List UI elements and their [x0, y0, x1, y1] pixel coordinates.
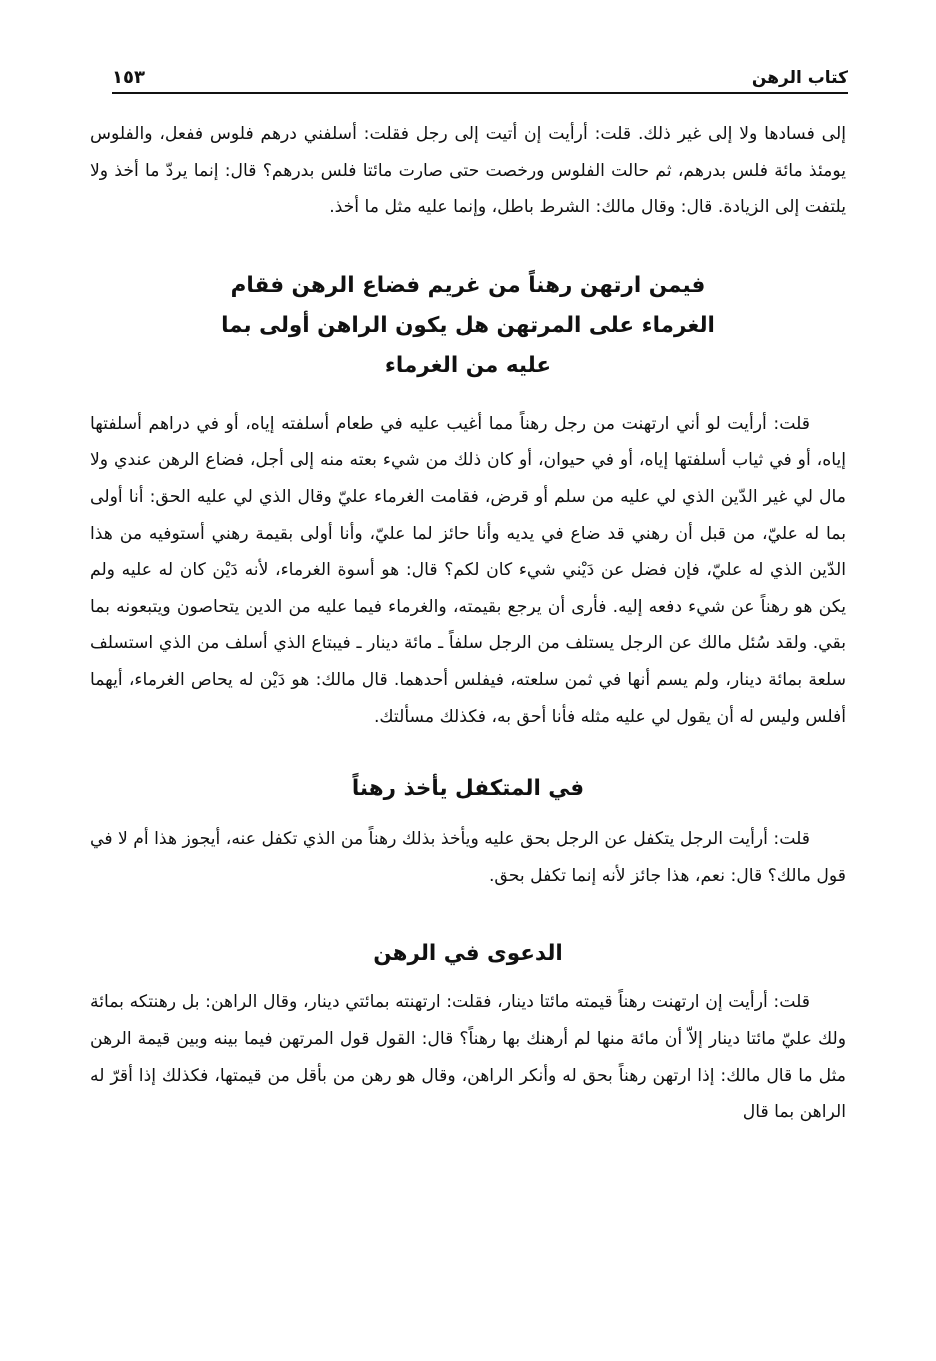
- page-body: [90, 116, 846, 1131]
- heading-line: فيمن ارتهن رهناً من غريم فضاع الرهن فقام: [230, 272, 706, 298]
- section-heading-pledge-claim: الدعوى في الرهن: [373, 941, 563, 967]
- intro-paragraph: إلى فسادها ولا إلى غير ذلك. قلت: أرأيت إن أتيت إلى رجل فقلت: أسلفني درهم فلوس ففعل، والفلوس يومئذ مائة فلس بدرهم، ثم حالت الفلوس ورخصت حتى صارت مائتا فلس بدرهم؟ قال: إنما يردّ ما أخذ ولا يلتفت إلى الزيادة. قال: وقال مالك: الشرط باطل، وإنما عليه مثل ما أخذ.: [90, 124, 846, 218]
- book-title: كتاب الرهن: [751, 68, 848, 88]
- running-header: [112, 58, 848, 94]
- heading-line: عليه من الغرماء: [384, 352, 552, 378]
- section-heading-pledge-from-debtor: [90, 266, 846, 386]
- section-paragraph: قلت: أرأيت لو أني ارتهنت من رجل رهناً مما أغيب عليه في طعام أسلفته إياه، أو في دراهم أسلفتها إياه، أو في ثياب أسلفتها إياه، أو في حيوان، أو كان ذلك من شيء بعته منه إلى أجل، فضاع الرهن عندي ولا مال لي غير الدّين الذي لي عليه من سلم أو قرض، فقامت الغرماء عليّ وقال الذي لي عليه الحق: أنا أولى بما له عليّ، من قبل أن رهني قد ضاع في يديه وأنا حائز لما عليّ، وأنا أولى بقيمة رهني أستوفيه من هذا الدّين الذي له عليّ، فإن فضل عن دَيْني شيء كان لكم؟ قال: هو أسوة الغرماء، لأنه دَيْن كان له عليه ولم يكن هو رهناً عن شيء دفعه إليه. فأرى أن يرجع بقيمته، والغرماء فيما عليه من الدين يتحاصون ويتبعونه بما بقي. ولقد سُئل مالك عن الرجل يستلف من الرجل سلفاً ـ مائة دينار ـ فيبتاع الذي أسلف من الذي استسلف سلعة بمائة دينار، ولم يسم أنها في ثمن سلعته، فيفلس أحدهما. قال مالك: هو دَيْن له يحاص الغرماء، أيهما أفلس وليس له أن يقول لي عليه مثله فأنا أحق به، فكذلك مسألتك.: [90, 413, 846, 727]
- page-number: ١٥٣: [112, 67, 145, 88]
- section-paragraph: قلت: أرأيت الرجل يتكفل عن الرجل بحق عليه ويأخذ بذلك رهناً من الذي تكفل عنه، أيجوز هذا أم لا في قول مالك؟ قال: نعم، هذا جائز لأنه إنما تكفل بحق.: [90, 829, 846, 886]
- section-paragraph: قلت: أرأيت إن ارتهنت رهناً قيمته مائتا دينار، فقلت: ارتهنته بمائتي دينار، وقال الراهن: بل رهنتكه بمائة ولك عليّ مائتا دينار إلاّ أن مائة منها لم أرهنك بها رهناً؟ قال: القول قول المرتهن فيما بينه وبين قيمة الرهن مثل ما قال مالك: إذا ارتهن رهناً بحق له وأنكر الراهن، وقال هو رهن من بأقل من قيمتها، فكذلك إذا أقرّ له الراهن بما قال: [90, 992, 846, 1123]
- heading-line: الغرماء على المرتهن هل يكون الراهن أولى بما: [221, 312, 715, 338]
- section-heading-guarantor: في المتكفل يأخذ رهناً: [351, 776, 585, 802]
